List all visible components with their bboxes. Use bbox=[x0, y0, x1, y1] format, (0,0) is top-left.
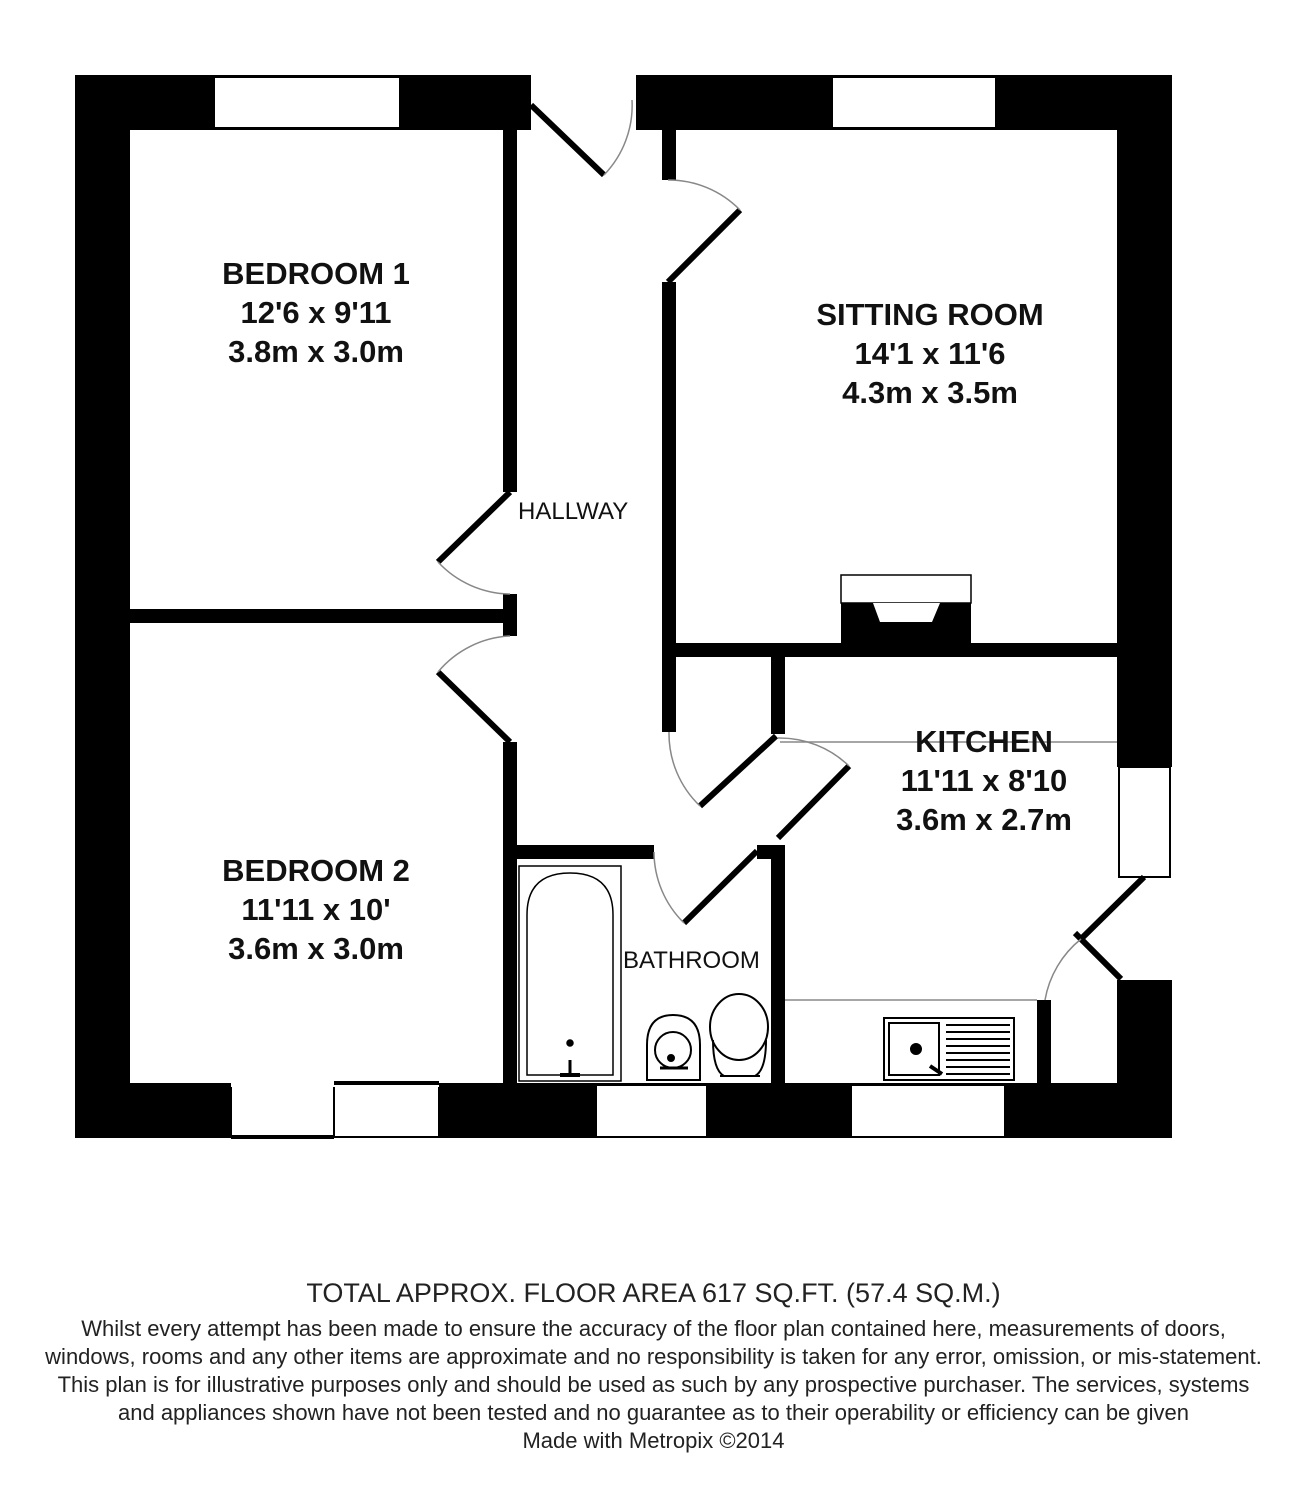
wall-cupboard-right bbox=[771, 657, 785, 734]
wall-hall-right-top bbox=[662, 130, 676, 180]
sitting-room-dim-metric: 4.3m x 3.5m bbox=[842, 375, 1018, 410]
label-kitchen bbox=[834, 722, 1134, 839]
sitting-room-dim-imperial: 14'1 x 11'6 bbox=[854, 336, 1006, 371]
metropix-credit: Made with Metropix ©2014 bbox=[522, 1428, 785, 1453]
disclaimer-text: Whilst every attempt has been made to ensure the accuracy of the floor plan contained here, measurements of doors, windows, rooms and any other items are approximate and no responsibility is taken for any error, omission, or mis-statement. This plan is for illustrative purposes only and should be used as such by any prospective purchaser. The services, systems and appliances shown have not been tested and no guarantee as to their operability or efficiency can be given bbox=[45, 1316, 1262, 1425]
wall-kitchen-left-lower bbox=[771, 845, 785, 1083]
kitchen-name: KITCHEN bbox=[915, 724, 1053, 759]
label-sitting-room bbox=[780, 295, 1080, 412]
bedroom2-name: BEDROOM 2 bbox=[222, 853, 410, 888]
wall-bathroom-top bbox=[517, 845, 654, 859]
bedroom2-dim-metric: 3.6m x 3.0m bbox=[228, 931, 404, 966]
kitchen-dim-imperial: 11'11 x 8'10 bbox=[900, 763, 1068, 798]
bedroom1-name: BEDROOM 1 bbox=[222, 256, 410, 291]
bedroom1-dim-imperial: 12'6 x 9'11 bbox=[240, 295, 392, 330]
washbasin bbox=[647, 1015, 700, 1080]
fireplace bbox=[841, 575, 971, 643]
total-floor-area: TOTAL APPROX. FLOOR AREA 617 SQ.FT. (57.4 SQ.M.) bbox=[306, 1278, 1001, 1308]
footer bbox=[40, 1278, 1267, 1455]
wall-bedroom-divider bbox=[130, 609, 503, 623]
wall-hall-left-mid bbox=[503, 594, 517, 636]
wall-bathroom-top-stub bbox=[757, 845, 771, 859]
wall-hall-right-mid bbox=[662, 282, 676, 732]
wall-sitting-bottom bbox=[662, 643, 1117, 657]
toilet bbox=[710, 994, 768, 1076]
window-bathroom bbox=[596, 1085, 707, 1137]
bedroom1-dim-metric: 3.8m x 3.0m bbox=[228, 334, 404, 369]
wall-hall-left-lower bbox=[503, 742, 517, 1083]
window-bedroom2-a bbox=[231, 1085, 334, 1137]
wall-left bbox=[75, 75, 130, 1138]
window-bedroom2-b bbox=[334, 1085, 439, 1137]
window-sitting-room bbox=[832, 77, 996, 128]
bedroom2-dim-imperial: 11'11 x 10' bbox=[241, 892, 391, 927]
kitchen-sink bbox=[884, 1018, 1014, 1080]
wall-kitchen-stub bbox=[1037, 1000, 1051, 1083]
outer-walls bbox=[75, 75, 1172, 1138]
window-bedroom1 bbox=[214, 77, 400, 128]
label-bathroom: BATHROOM bbox=[623, 947, 760, 974]
window-kitchen bbox=[851, 1085, 1005, 1137]
label-hallway: HALLWAY bbox=[518, 498, 629, 525]
sitting-room-name: SITTING ROOM bbox=[816, 297, 1044, 332]
kitchen-dim-metric: 3.6m x 2.7m bbox=[896, 802, 1072, 837]
wall-right-upper bbox=[1117, 75, 1172, 767]
label-bedroom1 bbox=[166, 254, 466, 371]
label-bedroom2 bbox=[166, 851, 466, 968]
bathtub bbox=[519, 866, 621, 1081]
windows bbox=[214, 77, 1170, 1137]
wall-hall-left-upper bbox=[503, 130, 517, 492]
